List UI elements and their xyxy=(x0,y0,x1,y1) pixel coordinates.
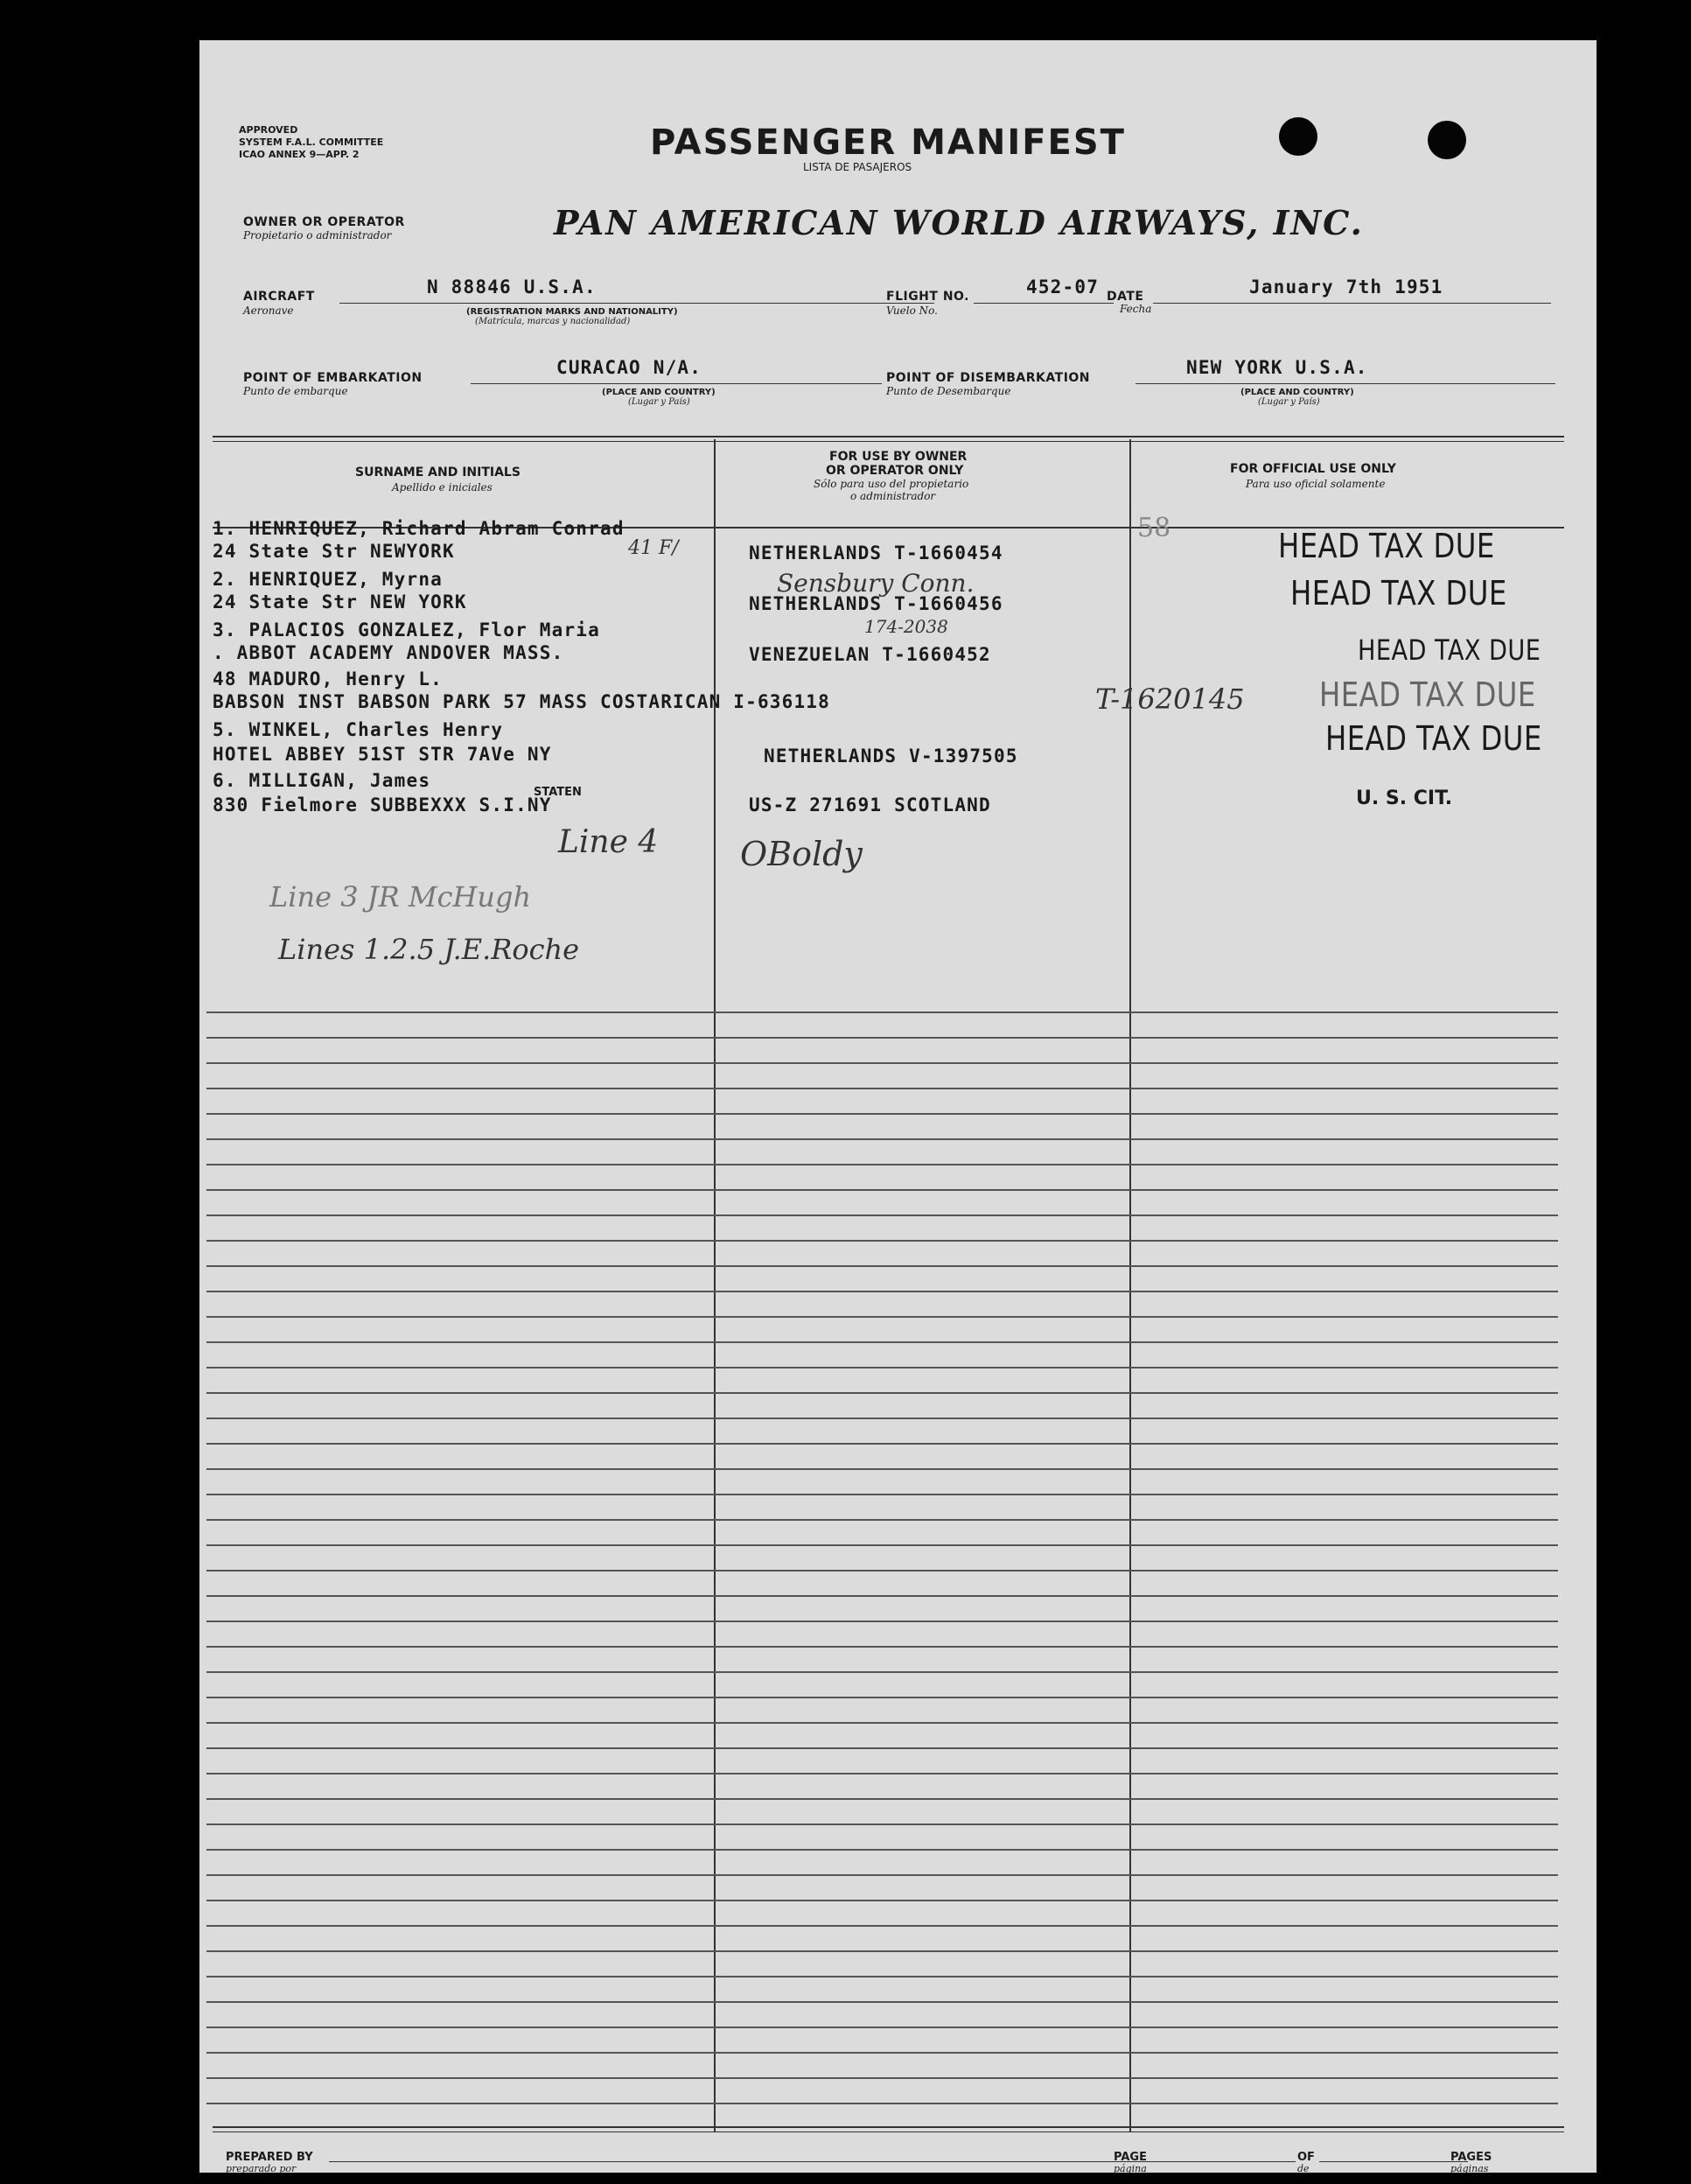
ruled-line xyxy=(206,1773,1558,1774)
disembarkation-value: NEW YORK U.S.A. xyxy=(1186,357,1368,378)
ruled-line xyxy=(206,1570,1558,1572)
passenger-row-1-nationality-ticket: NETHERLANDS T-1660454 xyxy=(749,542,1003,564)
ruled-line xyxy=(206,2001,1558,2003)
aircraft-label-es: Aeronave xyxy=(243,304,294,317)
flight-label: FLIGHT NO. xyxy=(886,290,969,304)
ruled-line xyxy=(206,1620,1558,1622)
operator-name: PAN AMERICAN WORLD AIRWAYS, INC. xyxy=(554,203,1364,242)
punch-hole-left xyxy=(1279,117,1317,156)
footer-page-label-es: página xyxy=(1114,2163,1147,2174)
passenger-row-5-address: HOTEL ABBEY 51ST STR 7AVe NY xyxy=(213,744,552,765)
handwritten-staten: STATEN xyxy=(534,786,582,799)
ruled-line xyxy=(206,1012,1558,1013)
head-tax-stamp-2: HEAD TAX DUE xyxy=(1290,574,1507,612)
ruled-line xyxy=(206,2026,1558,2028)
passenger-row-5-name: 5. WINKEL, Charles Henry xyxy=(213,719,504,740)
ruled-line xyxy=(206,1874,1558,1876)
ruled-line xyxy=(206,1747,1558,1749)
handwritten-ticket: T-1620145 xyxy=(1095,682,1245,716)
aircraft-value: N 88846 U.S.A. xyxy=(427,276,597,298)
ruled-line xyxy=(206,1113,1558,1115)
ruled-line xyxy=(206,1240,1558,1242)
passenger-row-3-name: 3. PALACIOS GONZALEZ, Flor Maria xyxy=(213,620,600,640)
date-value: January 7th 1951 xyxy=(1249,276,1443,298)
ruled-line xyxy=(206,1468,1558,1470)
ruled-line xyxy=(206,1976,1558,1978)
column-header-surname-es: Apellido e iniciales xyxy=(392,481,493,494)
passenger-row-3-nationality-ticket: VENEZUELAN T-1660452 xyxy=(749,644,991,665)
ruled-line xyxy=(206,1824,1558,1825)
disembarkation-label-es: Punto de Desembarque xyxy=(886,385,1011,397)
ruled-line xyxy=(206,1367,1558,1368)
ruled-line xyxy=(206,1214,1558,1216)
column-header-operator-2: OR OPERATOR ONLY xyxy=(826,464,964,478)
footer-pages-label: PAGES xyxy=(1450,2151,1492,2164)
ruled-line xyxy=(206,1722,1558,1724)
passenger-row-4-address: BABSON INST BABSON PARK 57 MASS COSTARICAN I-636118 xyxy=(213,691,830,712)
column-header-operator-es-2: o administrador xyxy=(850,490,936,502)
flight-label-es: Vuelo No. xyxy=(886,304,938,317)
passenger-row-1-address: 24 State Str NEWYORK xyxy=(213,541,455,562)
ruled-line xyxy=(206,1392,1558,1394)
passenger-row-6-passport: US-Z 271691 SCOTLAND xyxy=(749,794,991,816)
ruled-line xyxy=(206,1519,1558,1521)
embarkation-label: POINT OF EMBARKATION xyxy=(243,371,423,385)
passenger-row-3-address: . ABBOT ACADEMY ANDOVER MASS. xyxy=(213,642,564,663)
disembarkation-caption-es: (Lugar y País) xyxy=(1258,397,1320,407)
passenger-row-2-address: 24 State Str NEW YORK xyxy=(213,592,467,612)
column-header-official: FOR OFFICIAL USE ONLY xyxy=(1230,462,1396,476)
embarkation-caption-es: (Lugar y País) xyxy=(628,397,690,407)
handwritten-signature-2: Line 3 JR McHugh xyxy=(269,880,532,914)
embarkation-value: CURACAO N/A. xyxy=(556,357,702,378)
passenger-row-2-name: 2. HENRIQUEZ, Myrna xyxy=(213,569,444,590)
ruled-line xyxy=(206,1418,1558,1419)
ruled-line xyxy=(206,2077,1558,2079)
ruled-line xyxy=(206,1062,1558,1064)
page-title-es: LISTA DE PASAJEROS xyxy=(803,161,912,173)
owner-label-es: Propietario o administrador xyxy=(243,229,392,242)
disembarkation-label: POINT OF DISEMBARKATION xyxy=(886,371,1091,385)
ruled-line xyxy=(206,1849,1558,1851)
passenger-row-4-name: 48 MADURO, Henry L. xyxy=(213,668,444,690)
passenger-row-6-name: 6. MILLIGAN, James xyxy=(213,770,431,791)
handwritten-signature-3: Lines 1.2.5 J.E.Roche xyxy=(278,933,580,966)
ruled-line xyxy=(206,1697,1558,1698)
footer-of-label-es: de xyxy=(1297,2163,1310,2174)
footer-pages-label-es: páginas xyxy=(1450,2163,1489,2174)
punch-hole-right xyxy=(1428,121,1466,159)
ruled-line xyxy=(206,1443,1558,1445)
approval-line-2: SYSTEM F.A.L. COMMITTEE xyxy=(239,136,384,148)
ruled-line xyxy=(206,1544,1558,1546)
ruled-line xyxy=(206,1595,1558,1597)
handwritten-sensbury: Sensbury Conn. xyxy=(777,569,975,598)
page-title: PASSENGER MANIFEST xyxy=(650,122,1126,163)
embarkation-caption: (PLACE AND COUNTRY) xyxy=(602,388,716,397)
handwritten-signature-1: OBoldy xyxy=(740,835,863,873)
ruled-line xyxy=(206,1900,1558,1901)
approval-line-1: APPROVED xyxy=(239,124,298,136)
ruled-line xyxy=(206,1950,1558,1952)
ruled-line xyxy=(206,1925,1558,1927)
ruled-line xyxy=(206,1088,1558,1089)
handwritten-age-sex: 41 F/ xyxy=(628,537,679,559)
ruled-line xyxy=(206,1316,1558,1318)
aircraft-caption: (REGISTRATION MARKS AND NATIONALITY) xyxy=(466,307,678,317)
passenger-row-5-nationality-ticket: NETHERLANDS V-1397505 xyxy=(764,746,1018,766)
aircraft-label: AIRCRAFT xyxy=(243,290,315,304)
footer-page-label: PAGE xyxy=(1114,2151,1147,2164)
us-citizen-stamp: U. S. CIT. xyxy=(1356,788,1453,809)
date-label-es: Fecha xyxy=(1120,303,1152,315)
approval-line-3: ICAO ANNEX 9—APP. 2 xyxy=(239,149,360,160)
head-tax-stamp-3: HEAD TAX DUE xyxy=(1358,634,1541,667)
handwritten-58: 58 xyxy=(1137,513,1171,543)
ruled-line xyxy=(206,1138,1558,1140)
owner-label: OWNER OR OPERATOR xyxy=(243,215,405,229)
ruled-line xyxy=(206,1646,1558,1648)
flight-value: 452-07 xyxy=(1026,276,1100,298)
ruled-line xyxy=(206,1037,1558,1039)
column-header-official-es: Para uso oficial solamente xyxy=(1246,478,1386,490)
handwritten-line-4: Line 4 xyxy=(558,824,659,860)
head-tax-stamp-5: HEAD TAX DUE xyxy=(1325,719,1542,758)
column-header-operator-es-1: Sólo para uso del propietario xyxy=(814,478,969,490)
head-tax-stamp-4: HEAD TAX DUE xyxy=(1319,676,1536,714)
ruled-line xyxy=(206,1291,1558,1292)
ruled-line xyxy=(206,1341,1558,1343)
passenger-row-1-name: 1. HENRIQUEZ, Richard Abram Conrad xyxy=(213,518,625,539)
footer-prepared-label-es: preparado por xyxy=(226,2163,297,2174)
date-label: DATE xyxy=(1107,290,1144,304)
ruled-line xyxy=(206,1265,1558,1267)
footer-prepared-label: PREPARED BY xyxy=(226,2151,313,2164)
aircraft-caption-es: (Matrícula, marcas y nacionalidad) xyxy=(475,317,631,326)
ruled-line xyxy=(206,1164,1558,1166)
footer-of-label: OF xyxy=(1297,2151,1315,2164)
ruled-line xyxy=(206,1189,1558,1191)
manifest-sheet xyxy=(199,40,1597,2173)
passenger-row-2-nationality-ticket: NETHERLANDS T-1660456 xyxy=(749,593,1003,614)
handwritten-number: 174-2038 xyxy=(864,616,948,637)
ruled-line xyxy=(206,2103,1558,2104)
passenger-row-6-address: 830 Fielmore SUBBEXXX S.I.NY xyxy=(213,794,552,816)
column-header-operator-1: FOR USE BY OWNER xyxy=(829,450,968,464)
ruled-line xyxy=(206,2052,1558,2054)
column-header-surname: SURNAME AND INITIALS xyxy=(355,466,521,480)
disembarkation-caption: (PLACE AND COUNTRY) xyxy=(1240,388,1354,397)
embarkation-label-es: Punto de embarque xyxy=(243,385,348,397)
head-tax-stamp-1: HEAD TAX DUE xyxy=(1278,527,1495,565)
ruled-line xyxy=(206,1798,1558,1800)
ruled-line xyxy=(206,1671,1558,1673)
ruled-line xyxy=(206,1494,1558,1495)
